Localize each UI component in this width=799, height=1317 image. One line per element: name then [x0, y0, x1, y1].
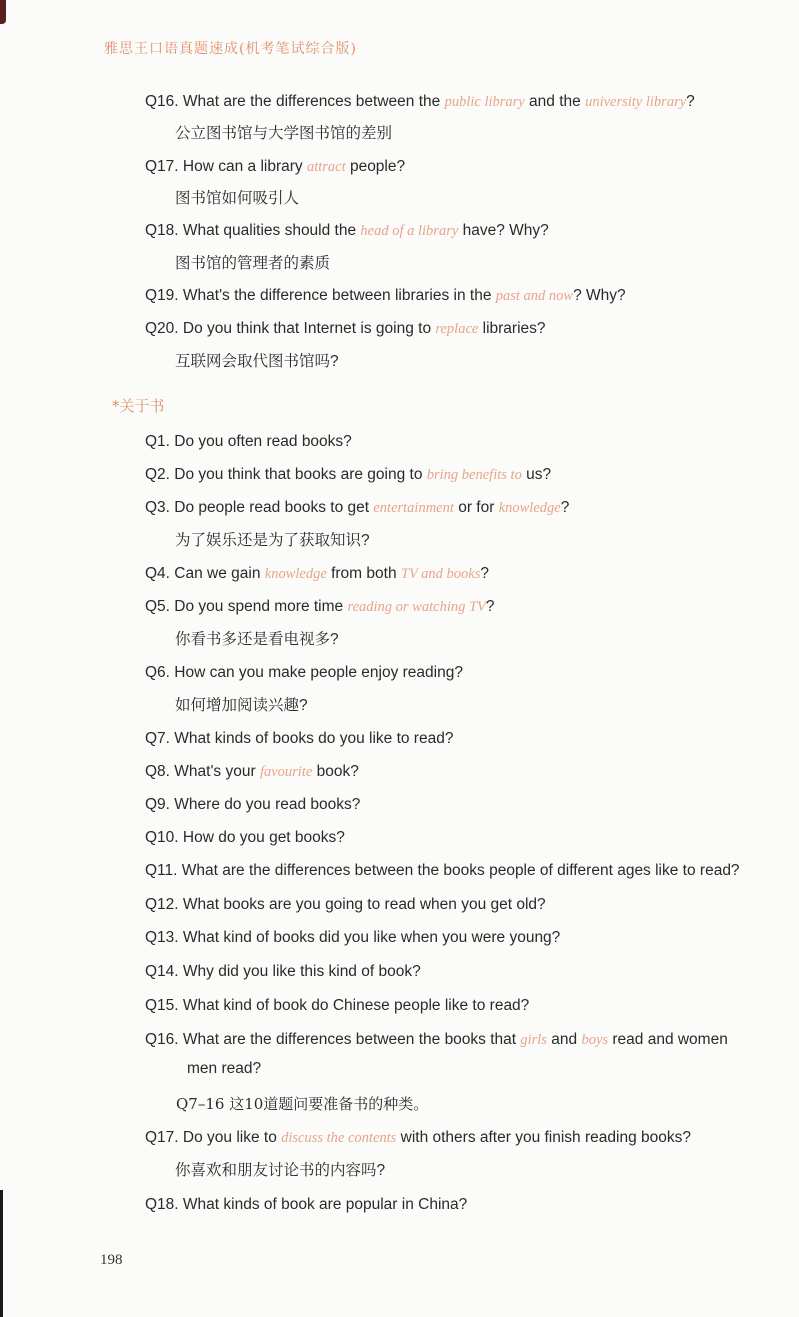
keyword: reading or watching TV — [347, 599, 486, 615]
keyword: TV and books — [400, 566, 481, 582]
keyword: head of a library — [360, 223, 459, 239]
library-q18: Q18. What qualities should the head of a library have? Why? — [145, 222, 549, 239]
book-q7-16-note: Q7–16 这10道题问要准备书的种类。 — [176, 1095, 429, 1113]
library-q17-translation: 图书馆如何吸引人 — [175, 190, 300, 207]
book-q5-translation: 你看书多还是看电视多? — [175, 631, 339, 648]
keyword: knowledge — [498, 500, 561, 516]
section-heading-books: *关于书 — [112, 397, 165, 415]
book-q9: Q9. Where do you read books? — [145, 796, 361, 813]
book-q1: Q1. Do you often read books? — [145, 433, 352, 450]
library-q17: Q17. How can a library attract people? — [145, 158, 406, 175]
keyword: knowledge — [264, 566, 327, 582]
book-q17: Q17. Do you like to discuss the contents with others after you finish reading books? — [145, 1129, 691, 1146]
library-q19: Q19. What's the difference between libraries in the past and now? Why? — [145, 287, 626, 304]
book-q16-continuation: men read? — [187, 1060, 262, 1077]
library-q16: Q16. What are the differences between the public library and the university library? — [145, 93, 695, 110]
book-q8: Q8. What's your favourite book? — [145, 763, 359, 780]
book-q11: Q11. What are the differences between the books people of different ages like to read? — [145, 862, 740, 879]
book-q3-translation: 为了娱乐还是为了获取知识? — [175, 532, 370, 549]
book-q6: Q6. How can you make people enjoy reading? — [145, 664, 463, 681]
book-q4: Q4. Can we gain knowledge from both TV and books? — [145, 565, 489, 582]
book-q18: Q18. What kinds of book are popular in China? — [145, 1196, 468, 1213]
keyword: girls — [520, 1032, 547, 1048]
library-q20-translation: 互联网会取代图书馆吗? — [175, 353, 339, 370]
keyword: replace — [435, 321, 479, 337]
book-q2: Q2. Do you think that books are going to bring benefits to us? — [145, 466, 552, 483]
keyword: favourite — [259, 764, 313, 780]
book-q13: Q13. What kind of books did you like when you were young? — [145, 929, 561, 946]
library-q20: Q20. Do you think that Internet is going to replace libraries? — [145, 320, 546, 337]
book-q12: Q12. What books are you going to read when you get old? — [145, 896, 546, 913]
book-q14: Q14. Why did you like this kind of book? — [145, 963, 421, 980]
keyword: bring benefits to — [426, 467, 522, 483]
keyword: public library — [444, 94, 525, 110]
keyword: past and now — [495, 288, 574, 304]
book-spine-shadow — [0, 1190, 3, 1317]
book-q16: Q16. What are the differences between the books that girls and boys read and women — [145, 1031, 728, 1048]
keyword: entertainment — [373, 500, 454, 516]
book-q17-translation: 你喜欢和朋友讨论书的内容吗? — [175, 1162, 386, 1179]
book-q3: Q3. Do people read books to get entertainment or for knowledge? — [145, 499, 570, 516]
book-q7: Q7. What kinds of books do you like to read? — [145, 730, 454, 747]
keyword: boys — [581, 1032, 609, 1048]
book-q5: Q5. Do you spend more time reading or watching TV? — [145, 598, 495, 615]
running-header: 雅思王口语真题速成(机考笔试综合版) — [104, 41, 357, 57]
book-q10: Q10. How do you get books? — [145, 829, 345, 846]
page-edge-mark — [0, 0, 6, 24]
keyword: university library — [585, 94, 687, 110]
book-q6-translation: 如何增加阅读兴趣? — [175, 697, 308, 714]
library-q16-translation: 公立图书馆与大学图书馆的差别 — [175, 125, 393, 142]
book-q15: Q15. What kind of book do Chinese people like to read? — [145, 997, 530, 1014]
page-number: 198 — [100, 1252, 123, 1268]
keyword: discuss the contents — [281, 1130, 397, 1146]
library-q18-translation: 图书馆的管理者的素质 — [175, 255, 331, 272]
keyword: attract — [306, 159, 346, 175]
